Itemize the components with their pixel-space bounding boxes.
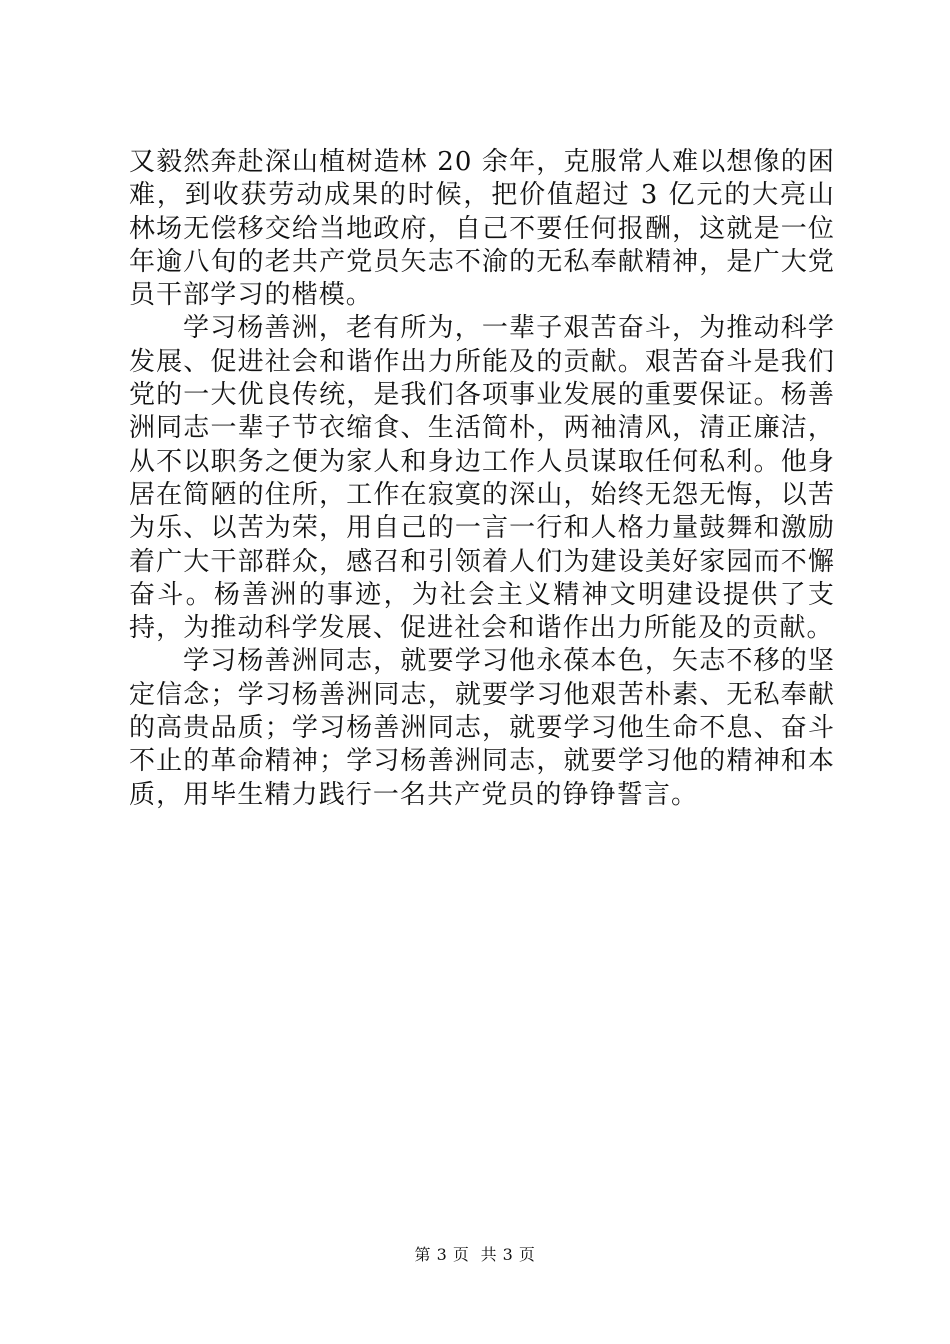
page-number: 第 3 页 [414,1245,470,1264]
page-footer [0,1245,950,1265]
paragraph-hard-work: 学习杨善洲，老有所为，一辈子艰苦奋斗，为推动科学发展、促进社会和谐作出力所能及的贡献。艰苦奋斗是我们党的一大优良传统，是我们各项事业发展的重要保证。杨善洲同志一辈子节衣缩食、生活简朴，两袖清风，清正廉洁，从不以职务之便为家人和身边工作人员谋取任何私利。他身居在简陋的住所，工作在寂寞的深山，始终无怨无悔，以苦为乐、以苦为荣，用自己的一言一行和人格力量鼓舞和激励着广大干部群众，感召和引领着人们为建设美好家园而不懈奋斗。杨善洲的事迹，为社会主义精神文明建设提供了支持，为推动科学发展、促进社会和谐作出力所能及的贡献。 [129,313,835,644]
document-body [129,146,835,812]
page-total: 共 3 页 [480,1245,536,1264]
paragraph-learning-summary: 学习杨善洲同志，就要学习他永葆本色，矢志不移的坚定信念；学习杨善洲同志，就要学习他艰苦朴素、无私奉献的高贵品质；学习杨善洲同志，就要学习他生命不息、奋斗不止的革命精神；学习杨善洲同志，就要学习他的精神和本质，用毕生精力践行一名共产党员的铮铮誓言。 [129,646,835,810]
paragraph-continuation: 又毅然奔赴深山植树造林 20 余年，克服常人难以想像的困难，到收获劳动成果的时候，把价值超过 3 亿元的大亮山林场无偿移交给当地政府，自己不要任何报酬，这就是一位年逾八旬的老共产党员矢志不渝的无私奉献精神，是广大党员干部学习的楷模。 [129,147,835,311]
footer-separator [469,1245,480,1264]
